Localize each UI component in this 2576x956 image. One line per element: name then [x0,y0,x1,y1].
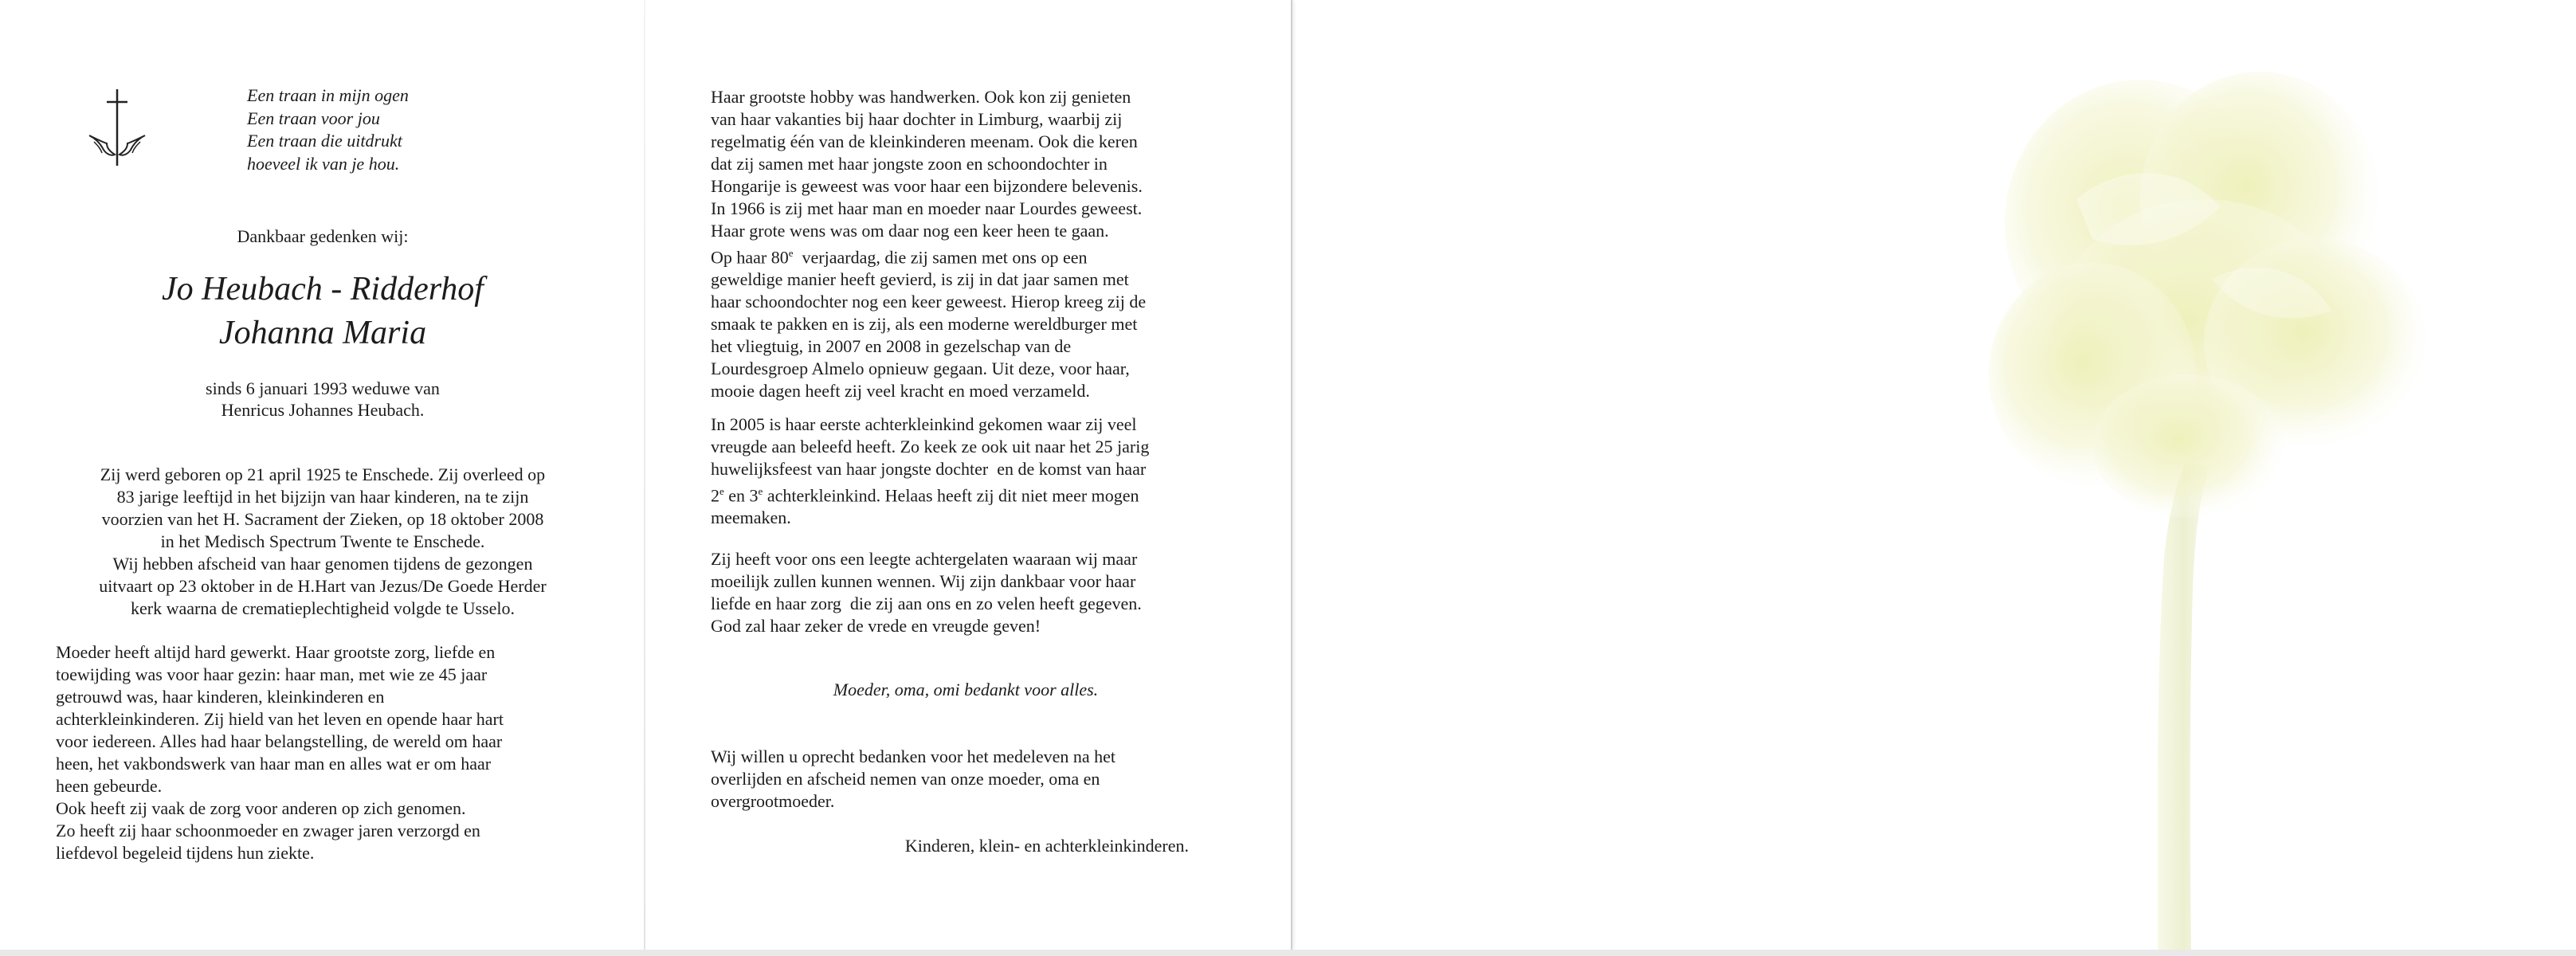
text-fragment: 2 [711,485,719,506]
text-line: Zij heeft voor ons een leegte achtergelaten waaraan wij maar [711,549,1138,569]
grandchild-paragraph [711,413,1221,529]
text-line: het vliegtuig, in 2007 en 2008 in gezelschap van de [711,336,1072,357]
superscript: e [719,485,724,497]
text-line: in het Medisch Spectrum Twente te Enschede. [160,531,485,551]
text-line: achterkleinkinderen. Zij hield van het leven en opende haar hart [56,709,504,729]
text-line: Wij hebben afscheid van haar genomen tijdens de gezongen [112,554,533,574]
text-line: Zij werd geboren op 21 april 1925 te Enschede. Zij overleed op [100,464,546,484]
text-line: geweldige manier heeft gevierd, is zij in dat jaar samen met [711,269,1129,290]
memorial-card-inside [0,0,1292,950]
text-line: heen gebeurde. [56,776,163,796]
hobby-paragraph [711,86,1221,402]
cross-with-doves-icon [86,86,148,169]
text-line: haar schoondochter nog een keer geweest. Hierop kreeg zij de [711,292,1147,312]
text-line: meemaken. [711,507,791,528]
scan-bottom-edge [0,950,2576,956]
memorial-card-cover [1296,0,2576,950]
text-line: voorzien van het H. Sacrament der Zieken, op 18 oktober 2008 [101,509,544,529]
text-line: getrouwd was, haar kinderen, kleinkinderen en [56,687,385,707]
text-line: kerk waarna de crematieplechtigheid volgde te Usselo. [131,598,515,618]
text-fragment: achterkleinkind. Helaas heeft zij dit niet meer mogen [763,485,1139,506]
text-line: heen, het vakbondswerk van haar man en alles wat er om haar [56,754,492,774]
text-line: Ook heeft zij vaak de zorg voor anderen op zich genomen. [56,798,466,818]
text-fragment: Op haar 80 [711,247,789,268]
card-fold [644,0,645,950]
text-line: uitvaart op 23 oktober in de H.Hart van Jezus/De Goede Herder [99,576,547,596]
text-line: regelmatig één van de kleinkinderen meenam. Ook die keren [711,131,1138,151]
text-fragment: en 3 [723,485,759,506]
text-line: Wij willen u oprecht bedanken voor het medeleven na het [711,746,1115,766]
text-line: mooie dagen heeft zij veel kracht en moed verzameld. [711,381,1090,402]
widow-line: sinds 6 januari 1993 weduwe van [206,378,440,398]
text-line: God zal haar zeker de vrede en vreugde geven! [711,616,1041,636]
poem-line: hoeveel ik van je hou. [247,153,400,174]
text-line: moeilijk zullen kunnen wennen. Wij zijn dankbaar voor haar [711,571,1136,591]
poem [247,84,409,175]
text-line: Haar grootste hobby was handwerken. Ook kon zij genieten [711,87,1131,107]
text-line: overgrootmoeder. [711,791,835,811]
birth-death-paragraph [48,464,598,620]
intro-text: Dankbaar gedenken wij: [237,226,409,246]
text-line: Lourdesgroep Almelo opnieuw gegaan. Uit deze, voor haar, [711,358,1130,379]
text-fragment: verjaardag, die zij samen met ons op een [793,247,1088,268]
poem-line: Een traan in mijn ogen [247,85,409,105]
text-line: Hongarije is geweest was voor haar een bijzondere belevenis. [711,176,1143,196]
text-line: In 2005 is haar eerste achterkleinkind gekomen waar zij veel [711,414,1137,434]
text-line: huwelijksfeest van haar jongste dochter en de komst van haar [711,459,1147,479]
deceased-given-names: Johanna Maria [218,315,427,351]
signature: Kinderen, klein- en achterkleinkinderen. [904,836,1189,856]
poem-line: Een traan die uitdrukt [247,131,402,151]
closing-paragraph [711,548,1221,637]
text-line: smaak te pakken en is zij, als een moderne wereldburger met [711,314,1138,335]
widow-line: Henricus Johannes Heubach. [221,400,425,420]
birthday-line [711,242,1221,268]
superscript: e [788,247,794,259]
text-line: toewijding was voor haar gezin: haar man, met wie ze 45 jaar [56,664,488,684]
text-line: In 1966 is zij met haar man en moeder naar Lourdes geweest. [711,198,1143,218]
mother-paragraph [56,641,582,864]
text-line: liefde en haar zorg die zij aan ons en zo velen heeft gegeven. [711,594,1142,613]
text-line: van haar vakanties bij haar dochter in Limburg, waarbij zij [711,109,1123,129]
text-line: voor iedereen. Alles had haar belangstelling, de wereld om haar [56,731,503,751]
text-line: Moeder heeft altijd hard gewerkt. Haar grootste zorg, liefde en [56,642,496,662]
text-line: vreugde aan beleefd heeft. Zo keek ze ook uit naar het 25 jarig [711,437,1150,456]
poem-line: Een traan voor jou [247,108,380,128]
flower-illustration [1296,0,2576,950]
ordinal-line [711,480,1221,507]
thanks-paragraph [711,746,1221,813]
farewell-line: Moeder, oma, omi bedankt voor alles. [833,680,1099,699]
text-line: 83 jarige leeftijd in het bijzijn van haar kinderen, na te zijn [116,487,529,507]
superscript: e [758,485,763,497]
text-line: overlijden en afscheid nemen van onze moeder, oma en [711,769,1100,789]
text-line: Zo heeft zij haar schoonmoeder en zwager jaren verzorgd en [56,821,480,840]
text-line: dat zij samen met haar jongste zoon en schoondochter in [711,154,1108,174]
text-line: liefdevol begeleid tijdens hun ziekte. [56,843,315,863]
widow-statement [48,378,598,421]
deceased-name: Jo Heubach - Ridderhof [162,271,484,308]
text-line: Haar grote wens was om daar nog een keer heen te gaan. [711,221,1109,241]
